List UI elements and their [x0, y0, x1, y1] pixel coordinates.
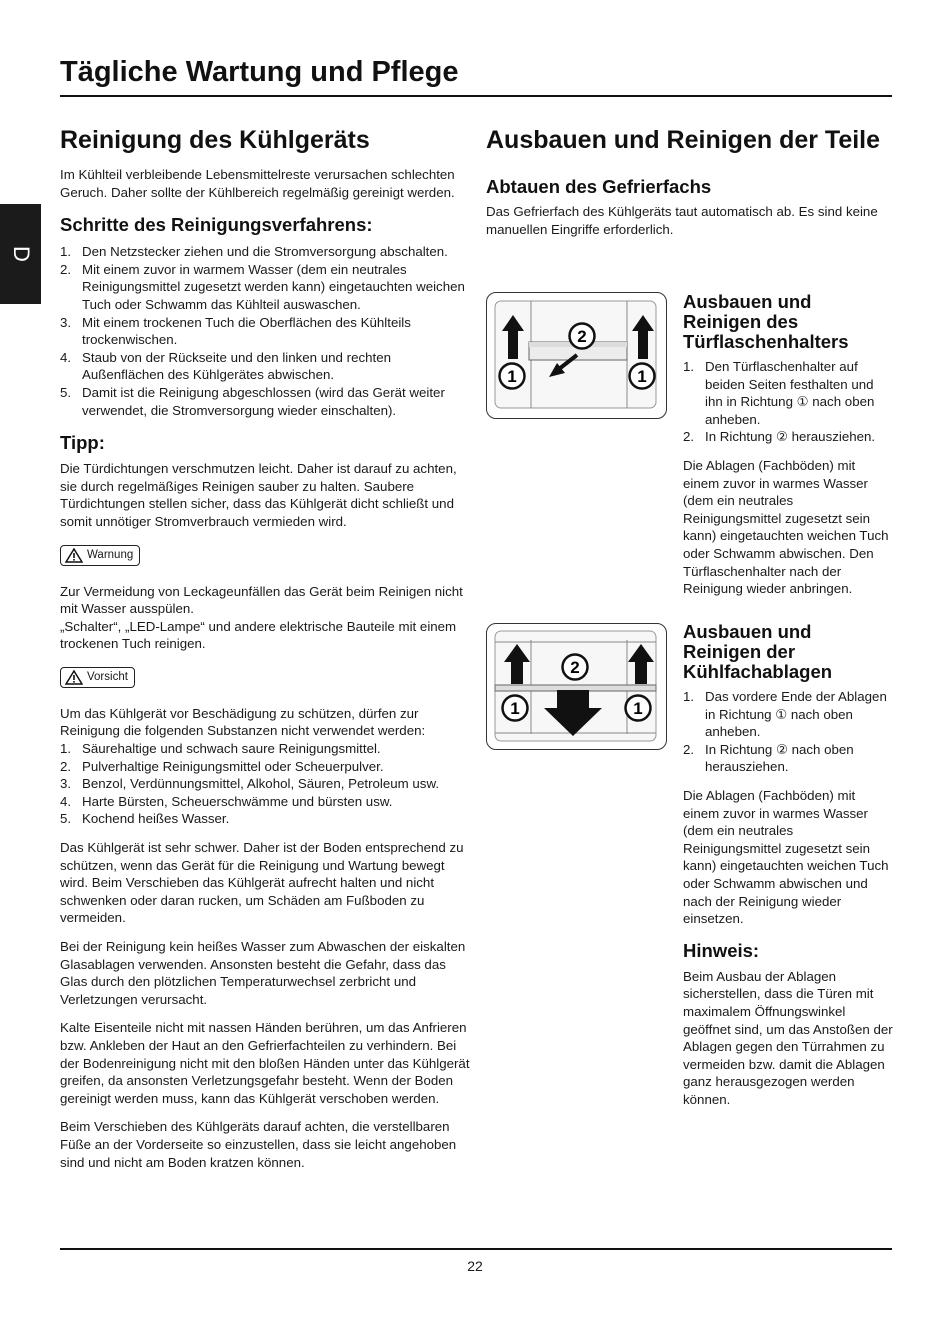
step-two-marker [567, 321, 597, 351]
caution-intro: Um das Kühlgerät vor Beschädigung zu schützen, dürfen zur Reinigung die folgenden Substanzen nicht verwendet werden: [60, 705, 426, 739]
list-item: 5. Damit ist die Reinigung abgeschlossen (wird das Gerät weiter verwendet, die Stromversorgung wieder einschalten). [60, 384, 445, 418]
shelf-illustration [487, 624, 666, 749]
language-tab-label: D [8, 246, 34, 262]
shelf-steps [683, 688, 893, 776]
door-holder-text: Die Ablagen (Fachböden) mit einem zuvor in warmes Wasser (dem ein neutrales Reinigungsmittel zugesetzt sein kann) eingetauchten weichen Tuch oder Schwamm abwischen. Den Türflaschenhalter nach der Reinigung wieder anbringen. [683, 457, 889, 597]
shelf-heading: Ausbauen und Reinigen der Kühlfachablagen [683, 621, 833, 682]
door-holder-heading: Ausbauen und Reinigen des Türflaschenhalters [683, 291, 849, 352]
shelf-figure [486, 623, 667, 750]
defrost-heading: Abtauen des Gefrierfachs [486, 176, 712, 197]
note-text: Beim Ausbau der Ablagen sicherstellen, dass die Türen mit maximalem Öffnungswinkel geöffnet sind, um das Anstoßen der Ablagen gegen den Türrahmen zu vermeiden bzw. damit die Ablagen ganz herausgezogen werden können. [683, 968, 893, 1107]
list-item: 3. Benzol, Verdünnungsmittel, Alkohol, Säuren, Petroleum usw. [60, 776, 440, 792]
glass-shelves-text: Bei der Reinigung kein heißes Wasser zum Abwaschen der eiskalten Glasablagen verwenden. Ansonsten besteht die Gefahr, dass das Glas durch den plötzlichen Temperaturwechsel zerbricht und Verletzungen verursacht. [60, 939, 466, 1007]
cleaning-intro: Im Kühlteil verbleibende Lebensmittelreste verursachen schlechten Geruch. Daher sollte der Kühlbereich regelmäßig gereinigt werden. [60, 167, 455, 200]
steps-heading: Schritte des Reinigungsverfahrens: [60, 214, 373, 236]
defrost-text: Das Gefrierfach des Kühlgeräts taut automatisch ab. Es sind keine manuellen Eingriffe erforderlich. [486, 204, 878, 237]
shelf-section [683, 622, 893, 1108]
adjustable-feet-text: Beim Verschieben des Kühlgeräts darauf achten, die verstellbaren Füße an der Vorderseite so einzustellen, dass sie leicht angehoben sind und nicht am Boden kratzen können. [60, 1119, 457, 1170]
step-two-label: 2 [570, 658, 580, 677]
list-item: 1. Säurehaltige und schwach saure Reinigungsmittel. [60, 741, 381, 757]
list-item: 2. In Richtung ② nach oben herausziehen. [683, 741, 854, 775]
list-item: 1. Den Türflaschenhalter auf beiden Seiten festhalten und ihn in Richtung ① nach oben anheben. [683, 359, 875, 427]
cleaning-heading: Reinigung des Kühlgeräts [60, 126, 370, 154]
caution-label: Vorsicht [87, 671, 128, 684]
list-item: 2. Pulverhaltige Reinigungsmittel oder Scheuerpulver. [60, 758, 384, 774]
list-item: 3. Mit einem trockenen Tuch die Oberflächen des Kühlteils trockenwischen. [60, 314, 411, 348]
tip-text: Die Türdichtungen verschmutzen leicht. Daher ist darauf zu achten, sie durch regelmäßiges Reinigen sauber zu halten. Saubere Türdichtungen stellen sicher, dass das Kühlgerät dicht schließt und somit unnötiger Stromverbrauch vermieden wird. [60, 461, 457, 529]
parts-heading: Ausbauen und Reinigen der Teile [486, 126, 881, 154]
language-side-tab [0, 204, 41, 304]
caution-items-list [60, 740, 472, 828]
footer-rule [60, 1248, 892, 1250]
step-two-marker [560, 652, 590, 682]
list-item: 4. Harte Bürsten, Scheuerschwämme und bürsten usw. [60, 793, 393, 809]
warning-text-2: „Schalter“, „LED-Lampe“ und andere elektrische Bauteile mit einem trockenen Tuch reinigen. [60, 618, 457, 652]
left-column [60, 126, 472, 1171]
list-item: 4. Staub von der Rückseite und den linken und rechten Außenflächen des Kühlgerätes abwischen. [60, 349, 391, 383]
step-one-label: 1 [507, 367, 517, 386]
caution-triangle-icon [65, 670, 83, 685]
tip-heading: Tipp: [60, 432, 105, 454]
warning-triangle-icon [65, 548, 83, 563]
cold-iron-text: Kalte Eisenteile nicht mit nassen Händen berühren, um das Anfrieren bzw. Ankleben der Haut an den Gefrierfachteilen zu verhindern. Bei der Bodenreinigung nicht mit den bloßen Händen unter das Kühlgerät greifen, da ansonsten Verletzungsgefahr besteht. Wenn der Boden gereinigt werden muss, kann das Kühlgerät verschoben werden. [60, 1020, 470, 1106]
header-rule [60, 95, 892, 97]
step-one-marker [627, 361, 657, 391]
list-item: 1. Den Netzstecker ziehen und die Stromversorgung abschalten. [60, 244, 448, 260]
step-one-marker [623, 693, 653, 723]
page-number: 22 [467, 1258, 483, 1274]
step-one-marker [500, 693, 530, 723]
warning-badge-row [60, 545, 472, 568]
door-holder-section [683, 292, 893, 598]
step-one-marker [497, 361, 527, 391]
warning-badge [60, 545, 140, 566]
door-holder-steps [683, 358, 893, 446]
step-one-label: 1 [637, 367, 647, 386]
caution-badge-row [60, 667, 472, 690]
right-column-top [486, 126, 892, 238]
step-one-label: 1 [633, 699, 643, 718]
door-bottle-holder-figure [486, 292, 667, 419]
heavy-appliance-text: Das Kühlgerät ist sehr schwer. Daher ist der Boden entsprechend zu schützen, wenn das Gerät für die Reinigung und Wartung bewegt wird. Beim Verschieben das Kühlgerät aufrecht halten und nicht schwenken oder daran rucken, um Schäden am Fußboden zu vermeiden. [60, 840, 464, 926]
cleaning-steps-list [60, 243, 472, 419]
door-holder-illustration [487, 293, 666, 418]
warning-text-1: Zur Vermeidung von Leckageunfällen das Gerät beim Reinigen nicht mit Wasser ausspülen. [60, 583, 463, 617]
caution-badge [60, 667, 135, 688]
step-one-label: 1 [510, 699, 520, 718]
list-item: 5. Kochend heißes Wasser. [60, 811, 230, 827]
note-heading: Hinweis: [683, 939, 760, 961]
shelf-text: Die Ablagen (Fachböden) mit einem zuvor in warmes Wasser (dem ein neutrales Reinigungsmittel zugesetzt sein kann) eingetauchten weichen Tuch oder Schwamm abwischen und nach der Reinigung wieder einsetzen. [683, 787, 889, 927]
page-title: Tägliche Wartung und Pflege [60, 56, 459, 88]
list-item: 2. Mit einem zuvor in warmem Wasser (dem ein neutrales Reinigungsmittel zugesetzt werden kann) eingetauchten weichen Tuch oder Schwamm das Kühlteil auswaschen. [60, 261, 465, 312]
step-two-label: 2 [577, 327, 587, 346]
warning-label: Warnung [87, 549, 134, 561]
list-item: 1. Das vordere Ende der Ablagen in Richtung ① nach oben anheben. [683, 689, 887, 740]
list-item: 2. In Richtung ② herausziehen. [683, 429, 876, 445]
